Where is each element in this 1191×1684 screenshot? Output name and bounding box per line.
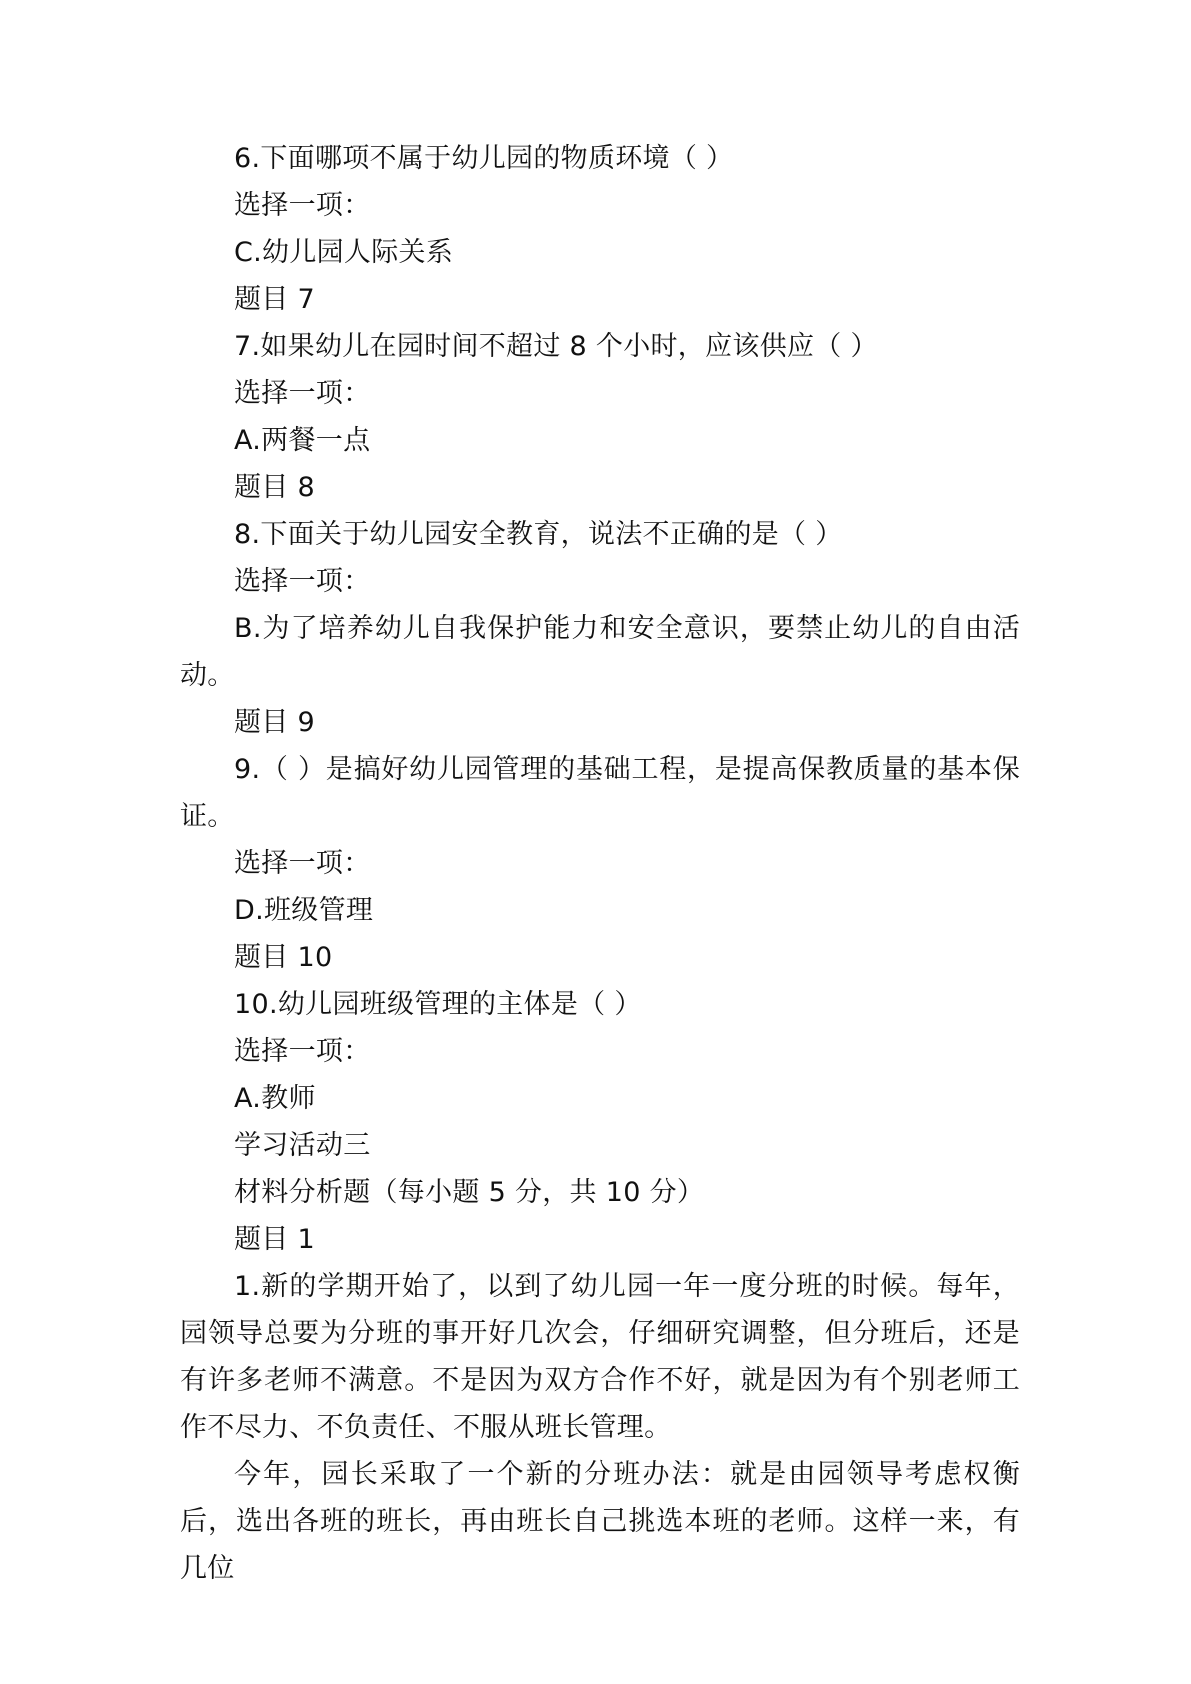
question-9-answer: D.班级管理	[234, 895, 374, 926]
question-7-answer: A.两餐一点	[234, 425, 371, 456]
question-8-answer: B.为了培养幼儿自我保护能力和安全意识，要禁止幼儿的自由活动。	[180, 613, 1020, 691]
question-7-choose-prompt: 选择一项：	[234, 378, 371, 409]
question-9-choose-prompt: 选择一项：	[234, 848, 371, 879]
question-6-choose-prompt: 选择一项：	[234, 190, 371, 221]
material-question-1-paragraph-1: 1.新的学期开始了，以到了幼儿园一年一度分班的时候。每年，园领导总要为分班的事开好几次会，仔细研究调整，但分班后，还是有许多老师不满意。不是因为双方合作不好，就是因为有个别老师工作不尽力、不负责任、不服从班长管理。	[180, 1271, 1020, 1443]
question-7-stem: 7.如果幼儿在园时间不超过 8 个小时，应该供应（ ）	[234, 331, 878, 362]
question-9-stem: 9.（ ）是搞好幼儿园管理的基础工程，是提高保教质量的基本保证。	[180, 754, 1020, 832]
question-8-choose-prompt: 选择一项：	[234, 566, 371, 597]
question-8-stem: 8.下面关于幼儿园安全教育，说法不正确的是（ ）	[234, 519, 843, 550]
question-7-heading: 题目 7	[234, 284, 315, 315]
question-9-heading: 题目 9	[234, 707, 315, 738]
question-6-stem: 6.下面哪项不属于幼儿园的物质环境（ ）	[234, 143, 734, 174]
section-heading-activity-3: 学习活动三	[234, 1130, 371, 1161]
material-question-1-paragraph-2: 今年，园长采取了一个新的分班办法：就是由园领导考虑权衡后，选出各班的班长，再由班长自己挑选本班的老师。这样一来，有几位	[180, 1459, 1020, 1584]
material-question-1-heading: 题目 1	[234, 1224, 315, 1255]
question-10-choose-prompt: 选择一项：	[234, 1036, 371, 1067]
question-10-stem: 10.幼儿园班级管理的主体是（ ）	[234, 989, 642, 1020]
question-10-answer: A.教师	[234, 1083, 316, 1114]
question-6-answer: C.幼儿园人际关系	[234, 237, 454, 268]
question-10-heading: 题目 10	[234, 942, 333, 973]
document-body	[180, 135, 1020, 1592]
question-8-heading: 题目 8	[234, 472, 315, 503]
section-subheading-material-analysis: 材料分析题（每小题 5 分，共 10 分）	[234, 1177, 705, 1208]
